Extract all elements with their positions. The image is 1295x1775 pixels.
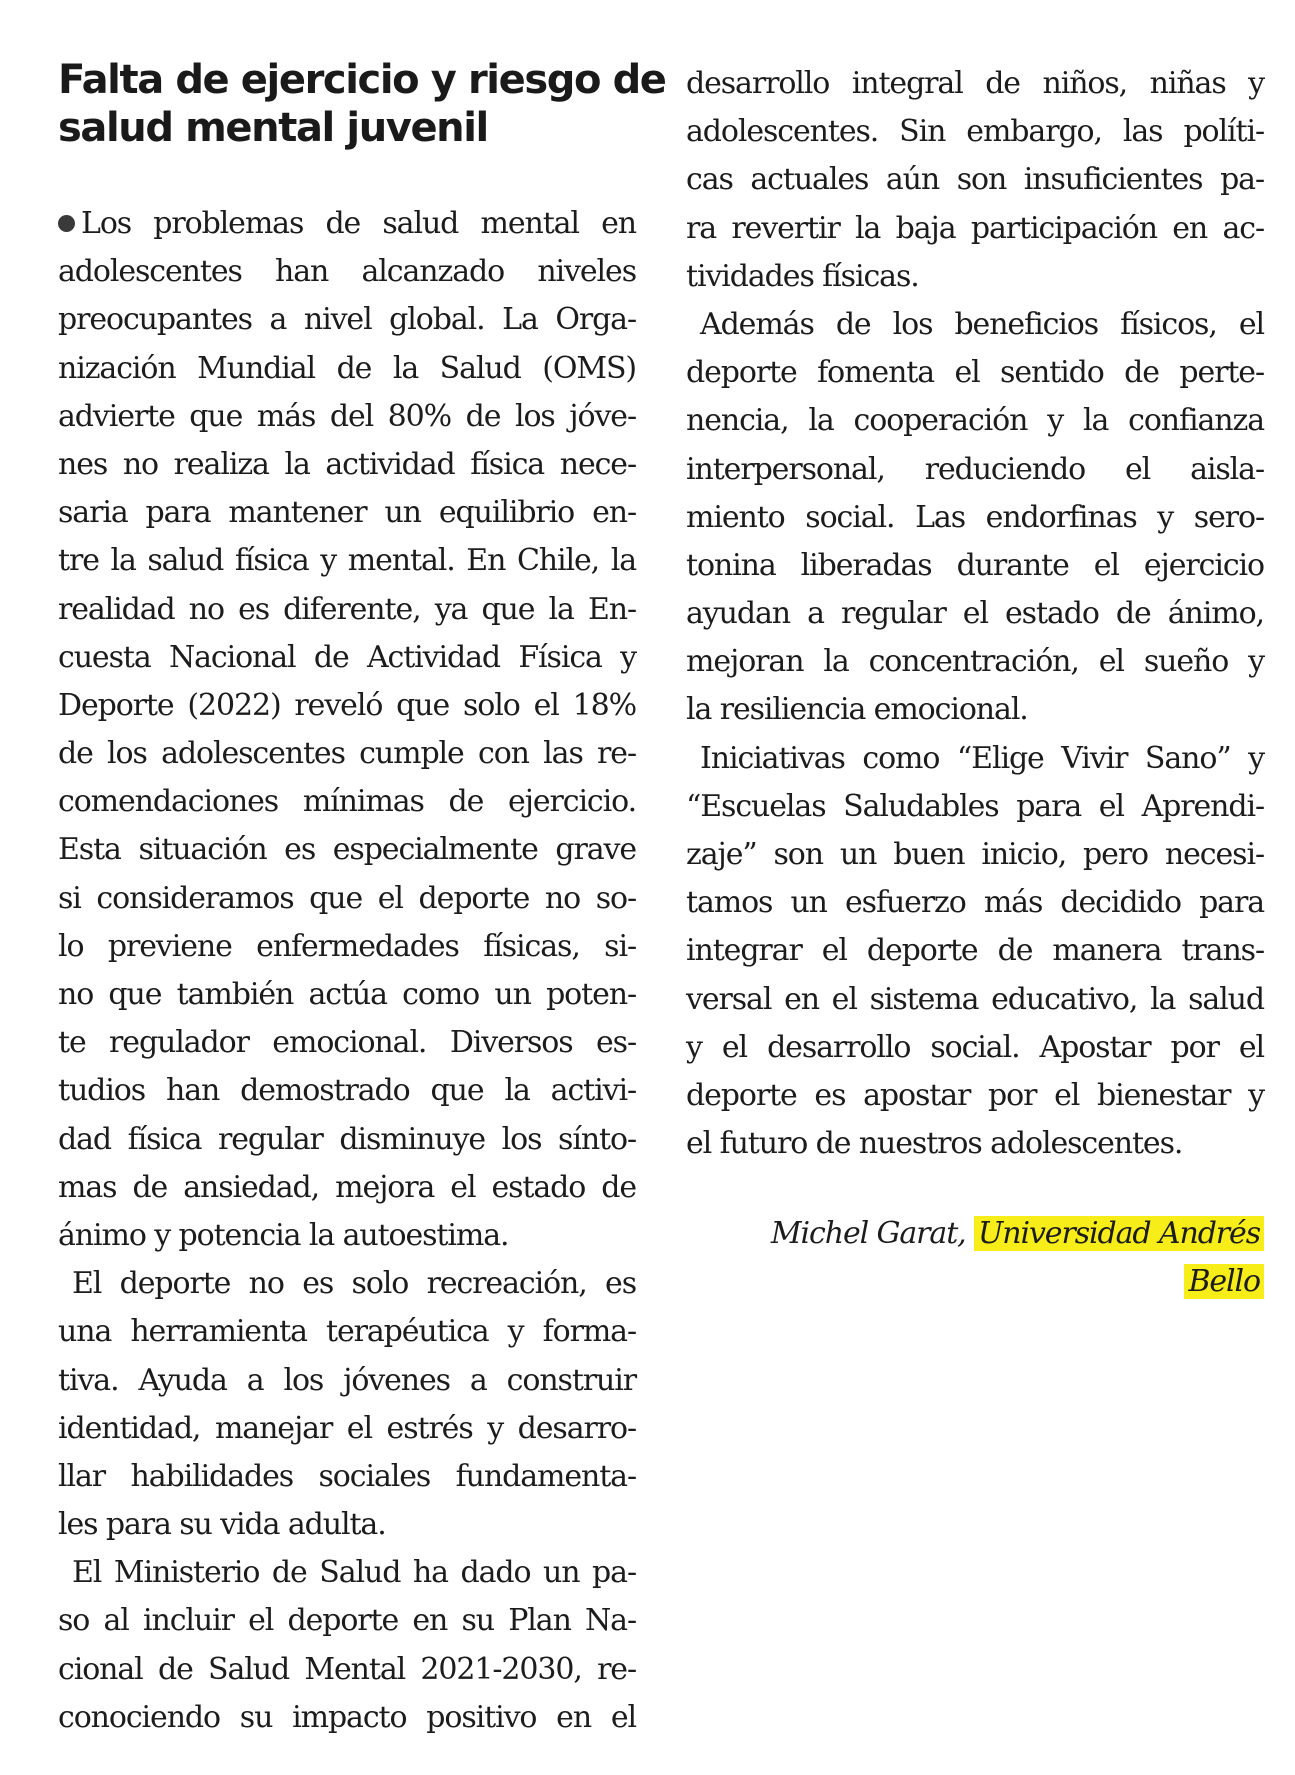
- text-line: deporte fomenta el sentido de perte-: [686, 355, 1264, 391]
- text-line: adolescentes han alcanzado niveles: [58, 254, 636, 290]
- text-line: te regulador emocional. Diversos es-: [58, 1025, 636, 1061]
- text-line: El deporte no es solo recreación, es: [72, 1266, 636, 1302]
- text-line: cuesta Nacional de Actividad Física y: [58, 639, 636, 675]
- text-line: nización Mundial de la Salud (OMS): [58, 350, 636, 386]
- text-line: Esta situación es especialmente grave: [58, 832, 636, 868]
- text-line: preocupantes a nivel global. La Orga-: [58, 302, 636, 338]
- author-institution-highlight: Bello: [1184, 1264, 1264, 1299]
- text-line: lo previene enfermedades físicas, si-: [58, 928, 636, 964]
- text-line: dad física regular disminuye los sínto-: [58, 1121, 636, 1157]
- author-institution-highlight: Universidad Andrés: [974, 1216, 1264, 1251]
- text-line: tamos un esfuerzo más decidido para: [686, 885, 1264, 921]
- text-line: versal en el sistema educativo, la salud: [686, 981, 1264, 1017]
- text-line: ra revertir la baja participación en ac-: [686, 210, 1264, 246]
- text-line: realidad no es diferente, ya que la En-: [58, 591, 636, 627]
- signature-line: [686, 1210, 1264, 1258]
- text-line: tiva. Ayuda a los jóvenes a construir: [58, 1362, 636, 1398]
- right-column: [686, 60, 1264, 1168]
- text-line: tre la salud física y mental. En Chile, la: [58, 543, 636, 579]
- text-line: integrar el deporte de manera trans-: [686, 933, 1264, 969]
- text-line: ánimo y potencia la autoestima.: [58, 1217, 509, 1253]
- text-line: y el desarrollo social. Apostar por el: [686, 1029, 1264, 1065]
- text-line: El Ministerio de Salud ha dado un pa-: [72, 1555, 636, 1591]
- text-line: zaje” son un buen inicio, pero necesi-: [686, 837, 1264, 872]
- text-line: mas de ansiedad, mejora el estado de: [58, 1169, 636, 1205]
- text-line: comendaciones mínimas de ejercicio.: [58, 784, 636, 820]
- text-line: cas actuales aún son insuficientes pa-: [686, 162, 1264, 198]
- bullet-icon: [58, 215, 75, 232]
- text-line: les para su vida adulta.: [58, 1507, 386, 1543]
- headline-line: salud mental juvenil: [58, 105, 488, 151]
- text-line: la resiliencia emocional.: [686, 692, 1028, 728]
- text-line: el futuro de nuestros adolescentes.: [686, 1126, 1183, 1162]
- text-line: nencia, la cooperación y la confianza: [686, 403, 1264, 439]
- signature-line: [686, 1258, 1264, 1306]
- article-headline: [58, 56, 666, 152]
- text-line: adolescentes. Sin embargo, las políti-: [686, 114, 1264, 150]
- text-line: so al incluir el deporte en su Plan Na-: [58, 1603, 636, 1639]
- text-line: llar habilidades sociales fundamenta-: [58, 1458, 636, 1494]
- text-line: de los adolescentes cumple con las re-: [58, 736, 636, 772]
- text-line: nes no realiza la actividad física nece-: [58, 446, 636, 482]
- text-line: miento social. Las endorfinas y sero-: [686, 499, 1264, 535]
- headline-line: Falta de ejercicio y riesgo de: [58, 57, 666, 103]
- text-line: no que también actúa como un poten-: [58, 977, 636, 1012]
- text-line: “Escuelas Saludables para el Aprendi-: [686, 788, 1264, 824]
- text-line: cional de Salud Mental 2021-2030, re-: [58, 1651, 636, 1687]
- text-line: Deporte (2022) reveló que solo el 18%: [58, 687, 636, 723]
- text-line-content: Los problemas de salud mental en: [81, 206, 636, 241]
- text-line: saria para mantener un equilibrio en-: [58, 495, 636, 531]
- text-line: Además de los beneficios físicos, el: [700, 306, 1264, 342]
- author-signature: [686, 1210, 1264, 1306]
- text-line: tividades físicas.: [686, 258, 919, 294]
- author-name: Michel Garat,: [770, 1216, 966, 1251]
- text-line: ayudan a regular el estado de ánimo,: [686, 596, 1264, 632]
- text-line: advierte que más del 80% de los jóve-: [58, 398, 636, 434]
- text-line: si consideramos que el deporte no so-: [58, 880, 636, 916]
- text-line: identidad, manejar el estrés y desarro-: [58, 1410, 636, 1446]
- text-line: deporte es apostar por el bienestar y: [686, 1077, 1264, 1113]
- text-line: tonina liberadas durante el ejercicio: [686, 547, 1264, 583]
- text-line: tudios han demostrado que la activi-: [58, 1073, 636, 1109]
- text-line: [58, 200, 636, 248]
- text-line: desarrollo integral de niños, niñas y: [686, 66, 1264, 101]
- text-line: interpersonal, reduciendo el aisla-: [686, 451, 1264, 487]
- text-line: una herramienta terapéutica y forma-: [58, 1314, 636, 1350]
- text-line: Iniciativas como “Elige Vivir Sano” y: [700, 740, 1264, 776]
- text-line: conociendo su impacto positivo en el: [58, 1699, 636, 1735]
- left-column: [58, 200, 636, 1742]
- text-line: mejoran la concentración, el sueño y: [686, 644, 1264, 680]
